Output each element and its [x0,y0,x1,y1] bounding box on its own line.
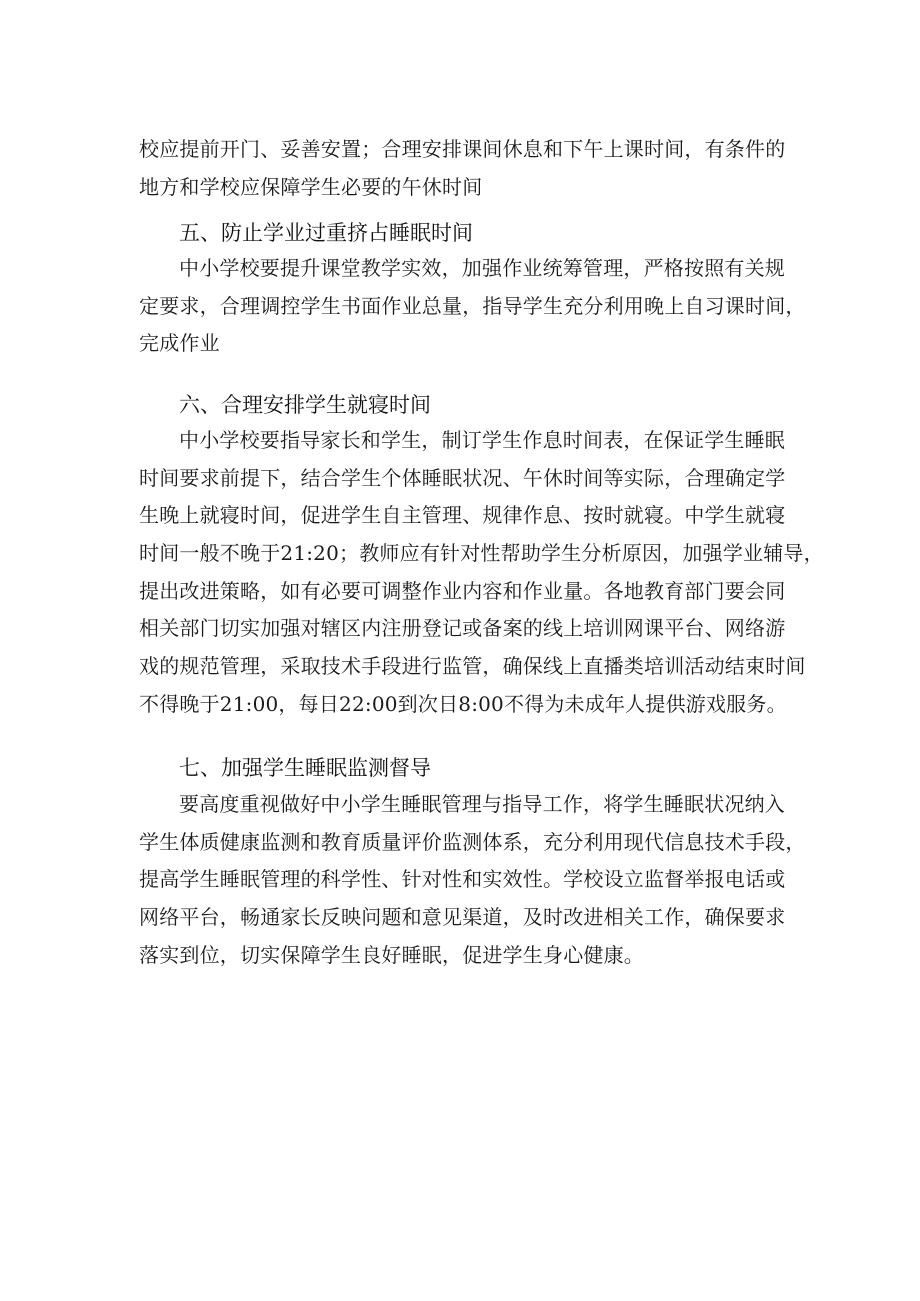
intro-paragraph [139,131,789,206]
paragraph-line: 时间要求前提下，结合学生个体睡眠状况、午休时间等实际，合理确定学 [139,465,786,490]
paragraph-line: 相关部门切实加强对辖区内注册登记或备案的线上培训网课平台、网络游 [139,616,786,641]
section-6-heading: 六、合理安排学生就寝时间 [179,393,431,417]
section-5-heading: 五、防止学业过重挤占睡眠时间 [179,221,473,245]
paragraph-line: 落实到位，切实保障学生良好睡眠，促进学生身心健康。 [139,942,644,967]
paragraph-line: 提高学生睡眠管理的科学性、针对性和实效性。学校设立监督举报电话或 [139,867,786,892]
paragraph-line: 中小学校要指导家长和学生，制订学生作息时间表，在保证学生睡眠 [179,428,785,452]
paragraph-line: 定要求，合理调控学生书面作业总量，指导学生充分利用晚上自习课时间， [139,293,806,318]
paragraph-line: 完成作业 [139,331,220,356]
section-7-heading: 七、加强学生睡眠监测督导 [179,756,431,780]
paragraph-line: 要高度重视做好中小学生睡眠管理与指导工作，将学生睡眠状况纳入 [179,792,785,816]
paragraph-line: 网络平台，畅通家长反映问题和意见渠道，及时改进相关工作，确保要求 [139,905,786,930]
section-5-paragraph [139,250,806,363]
paragraph-line: 不得晚于21:00，每日22:00到次日8:00不得为未成年人提供游戏服务。 [139,691,787,716]
paragraph-line: 提出改进策略，如有必要可调整作业内容和作业量。各地教育部门要会同 [139,578,786,603]
paragraph-line: 生晚上就寝时间，促进学生自主管理、规律作息、按时就寝。中学生就寝 [139,503,786,528]
paragraph-line: 地方和学校应保障学生必要的午休时间 [139,174,483,199]
paragraph-line: 校应提前开门、妥善安置；合理安排课间休息和下午上课时间，有条件的 [139,137,786,161]
paragraph-line: 时间一般不晚于21:20；教师应有针对性帮助学生分析原因，加强学业辅导， [139,541,824,566]
paragraph-line: 中小学校要提升课堂教学实效，加强作业统筹管理，严格按照有关规 [179,256,785,280]
section-6-paragraph [139,422,824,724]
paragraph-line: 学生体质健康监测和教育质量评价监测体系，充分利用现代信息技术手段， [139,829,806,854]
paragraph-line: 戏的规范管理，采取技术手段进行监管，确保线上直播类培训活动结束时间 [139,654,806,679]
section-7-paragraph [139,786,806,974]
